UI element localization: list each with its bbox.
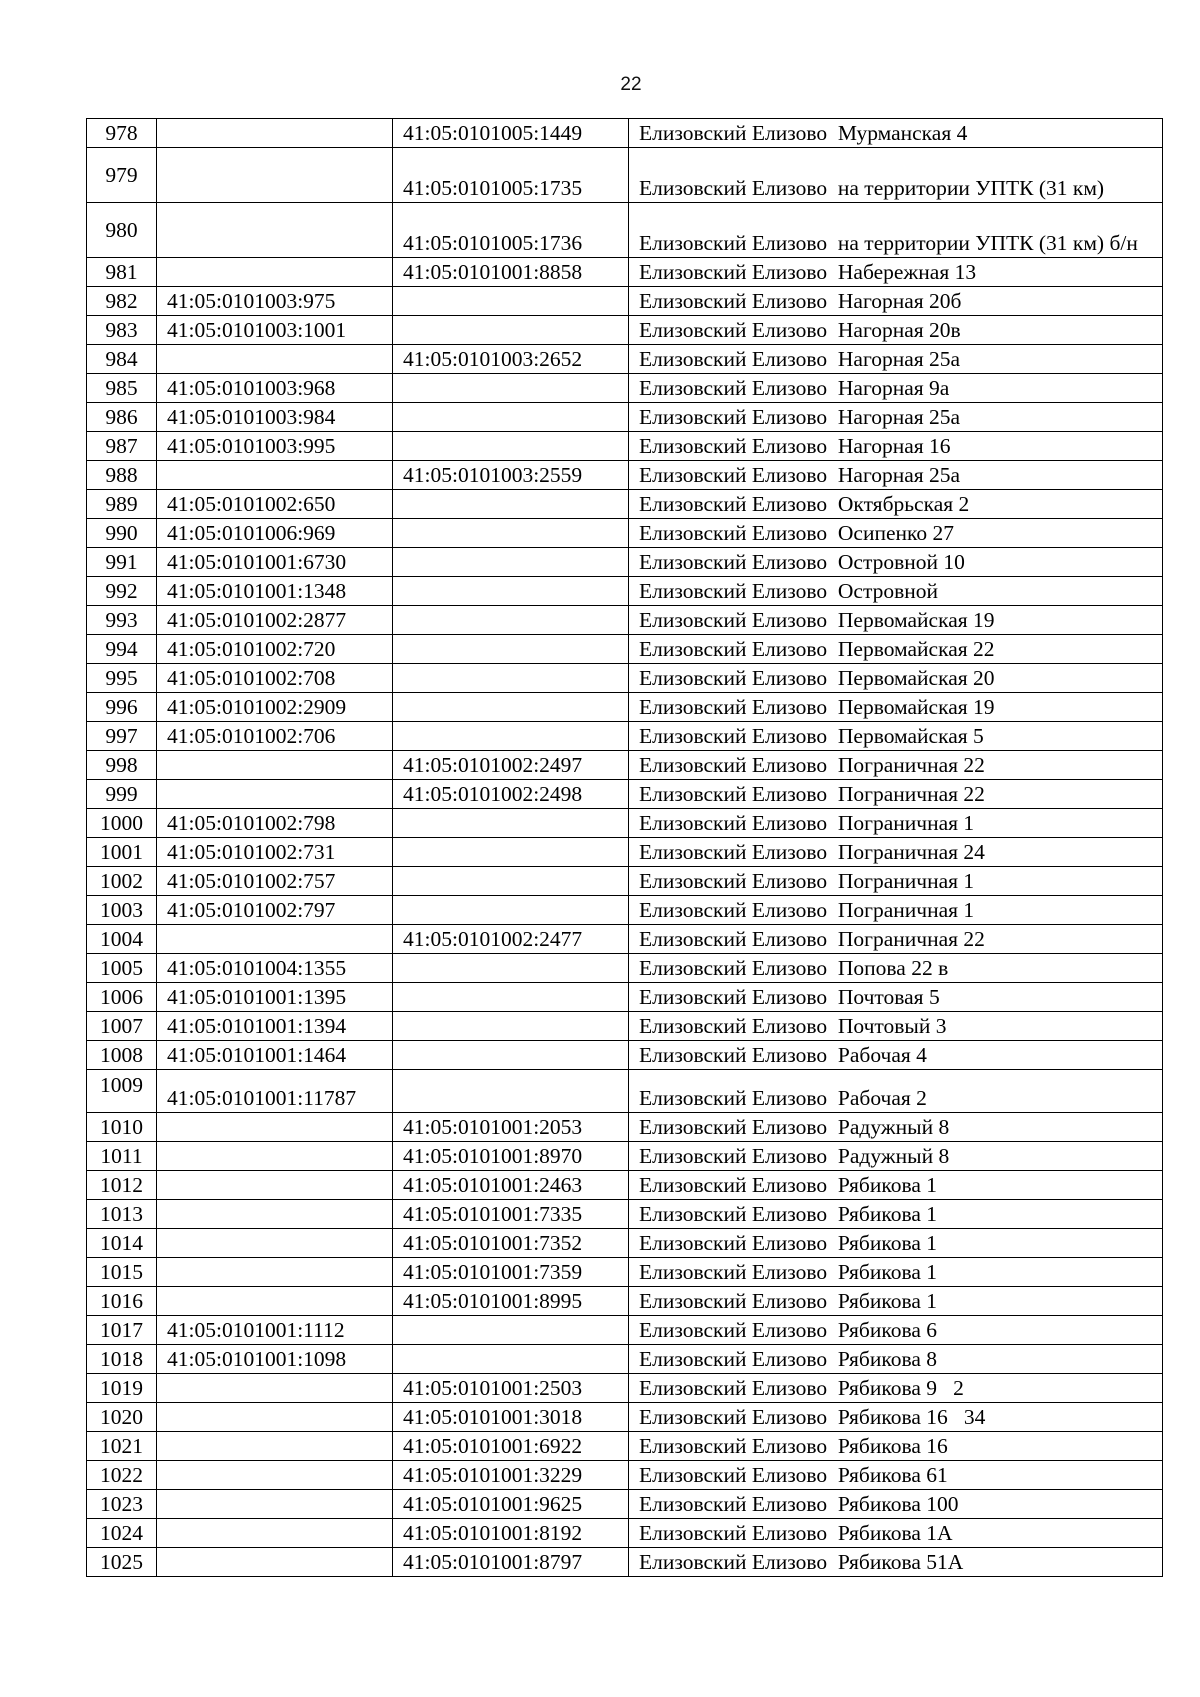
table-row: [87, 896, 1163, 925]
address-cell: Елизовский Елизово Пограничная 22: [629, 751, 1163, 780]
address-cell: Елизовский Елизово Пограничная 22: [629, 780, 1163, 809]
cadastral-number-1-cell: [157, 1403, 393, 1432]
cadastral-number-2-cell: [393, 838, 629, 867]
cadastral-number-1-cell: [157, 1287, 393, 1316]
row-number-cell: 1020: [87, 1403, 157, 1432]
row-number-cell: 1010: [87, 1113, 157, 1142]
row-number-cell: 988: [87, 461, 157, 490]
table-row: [87, 722, 1163, 751]
table-row: [87, 1461, 1163, 1490]
registry-table: [86, 118, 1163, 1577]
address-cell: Елизовский Елизово Рябикова 16 34: [629, 1403, 1163, 1432]
row-number-cell: 991: [87, 548, 157, 577]
row-number-cell: 1012: [87, 1171, 157, 1200]
table-row: [87, 838, 1163, 867]
table-row: [87, 1142, 1163, 1171]
cadastral-number-2-cell: 41:05:0101001:2503: [393, 1374, 629, 1403]
row-number-cell: 1004: [87, 925, 157, 954]
address-cell: Елизовский Елизово Рябикова 6: [629, 1316, 1163, 1345]
cadastral-number-1-cell: 41:05:0101002:797: [157, 896, 393, 925]
table-row: [87, 925, 1163, 954]
address-cell: Елизовский Елизово Пограничная 22: [629, 925, 1163, 954]
table-row: [87, 809, 1163, 838]
cadastral-number-2-cell: [393, 403, 629, 432]
cadastral-number-2-cell: [393, 577, 629, 606]
cadastral-number-1-cell: [157, 1490, 393, 1519]
table-row: [87, 1287, 1163, 1316]
table-row: [87, 1012, 1163, 1041]
cadastral-number-2-cell: 41:05:0101005:1449: [393, 119, 629, 148]
address-cell: Елизовский Елизово Нагорная 16: [629, 432, 1163, 461]
cadastral-number-2-cell: 41:05:0101001:8858: [393, 258, 629, 287]
cadastral-number-2-cell: [393, 287, 629, 316]
row-number-cell: 1015: [87, 1258, 157, 1287]
cadastral-number-1-cell: [157, 119, 393, 148]
table-row: [87, 345, 1163, 374]
address-cell: Елизовский Елизово Осипенко 27: [629, 519, 1163, 548]
cadastral-number-1-cell: [157, 925, 393, 954]
cadastral-number-2-cell: [393, 954, 629, 983]
address-cell: Елизовский Елизово Попова 22 в: [629, 954, 1163, 983]
address-cell: Елизовский Елизово Рябикова 1: [629, 1287, 1163, 1316]
table-row: [87, 867, 1163, 896]
cadastral-number-2-cell: [393, 809, 629, 838]
cadastral-number-2-cell: [393, 1345, 629, 1374]
table-row: [87, 577, 1163, 606]
cadastral-number-2-cell: [393, 635, 629, 664]
cadastral-number-1-cell: 41:05:0101002:650: [157, 490, 393, 519]
address-cell: Елизовский Елизово Нагорная 25а: [629, 403, 1163, 432]
row-number-cell: 995: [87, 664, 157, 693]
cadastral-number-1-cell: [157, 1113, 393, 1142]
cadastral-number-1-cell: 41:05:0101003:995: [157, 432, 393, 461]
cadastral-number-2-cell: [393, 1041, 629, 1070]
address-cell: Елизовский Елизово Нагорная 20в: [629, 316, 1163, 345]
cadastral-number-2-cell: 41:05:0101001:8192: [393, 1519, 629, 1548]
address-cell: Елизовский Елизово Пограничная 1: [629, 809, 1163, 838]
row-number-cell: 1007: [87, 1012, 157, 1041]
cadastral-number-2-cell: 41:05:0101005:1736: [393, 203, 629, 258]
cadastral-number-2-cell: 41:05:0101001:8797: [393, 1548, 629, 1577]
address-cell: Елизовский Елизово на территории УПТК (31 км) б/н: [629, 203, 1163, 258]
table-row: [87, 548, 1163, 577]
cadastral-number-1-cell: 41:05:0101003:975: [157, 287, 393, 316]
row-number-cell: 1016: [87, 1287, 157, 1316]
cadastral-number-1-cell: 41:05:0101003:968: [157, 374, 393, 403]
table-row: [87, 780, 1163, 809]
row-number-cell: 1021: [87, 1432, 157, 1461]
row-number-cell: 1013: [87, 1200, 157, 1229]
row-number-cell: 981: [87, 258, 157, 287]
row-number-cell: 979: [87, 148, 157, 203]
cadastral-number-2-cell: [393, 664, 629, 693]
address-cell: Елизовский Елизово Первомайская 20: [629, 664, 1163, 693]
cadastral-number-2-cell: 41:05:0101001:8995: [393, 1287, 629, 1316]
cadastral-number-1-cell: 41:05:0101001:11787: [157, 1070, 393, 1113]
address-cell: Елизовский Елизово Первомайская 19: [629, 693, 1163, 722]
table-row: [87, 490, 1163, 519]
row-number-cell: 1019: [87, 1374, 157, 1403]
cadastral-number-1-cell: 41:05:0101001:1464: [157, 1041, 393, 1070]
address-cell: Елизовский Елизово Островной: [629, 577, 1163, 606]
cadastral-number-2-cell: [393, 316, 629, 345]
address-cell: Елизовский Елизово Первомайская 19: [629, 606, 1163, 635]
cadastral-number-2-cell: [393, 606, 629, 635]
row-number-cell: 978: [87, 119, 157, 148]
cadastral-number-1-cell: [157, 258, 393, 287]
row-number-cell: 985: [87, 374, 157, 403]
table-row: [87, 693, 1163, 722]
cadastral-number-2-cell: 41:05:0101001:8970: [393, 1142, 629, 1171]
table-row: [87, 119, 1163, 148]
cadastral-number-1-cell: 41:05:0101004:1355: [157, 954, 393, 983]
address-cell: Елизовский Елизово Рябикова 100: [629, 1490, 1163, 1519]
cadastral-number-1-cell: 41:05:0101002:798: [157, 809, 393, 838]
table-row: [87, 1171, 1163, 1200]
address-cell: Елизовский Елизово Рабочая 4: [629, 1041, 1163, 1070]
table-row: [87, 203, 1163, 258]
address-cell: Елизовский Елизово Рябикова 1: [629, 1229, 1163, 1258]
cadastral-number-2-cell: 41:05:0101001:7335: [393, 1200, 629, 1229]
cadastral-number-1-cell: [157, 751, 393, 780]
row-number-cell: 1009: [87, 1070, 157, 1113]
row-number-cell: 1011: [87, 1142, 157, 1171]
address-cell: Елизовский Елизово Рябикова 61: [629, 1461, 1163, 1490]
cadastral-number-2-cell: [393, 693, 629, 722]
address-cell: Елизовский Елизово Почтовый 3: [629, 1012, 1163, 1041]
registry-table-body: [87, 119, 1163, 1577]
table-row: [87, 1229, 1163, 1258]
row-number-cell: 1023: [87, 1490, 157, 1519]
table-row: [87, 1374, 1163, 1403]
cadastral-number-2-cell: [393, 519, 629, 548]
cadastral-number-1-cell: [157, 203, 393, 258]
address-cell: Елизовский Елизово Нагорная 20б: [629, 287, 1163, 316]
row-number-cell: 1001: [87, 838, 157, 867]
cadastral-number-1-cell: [157, 1200, 393, 1229]
cadastral-number-2-cell: [393, 867, 629, 896]
cadastral-number-2-cell: 41:05:0101001:3229: [393, 1461, 629, 1490]
row-number-cell: 1025: [87, 1548, 157, 1577]
cadastral-number-1-cell: 41:05:0101003:984: [157, 403, 393, 432]
row-number-cell: 1005: [87, 954, 157, 983]
cadastral-number-1-cell: [157, 1142, 393, 1171]
cadastral-number-1-cell: 41:05:0101002:2909: [157, 693, 393, 722]
table-row: [87, 1403, 1163, 1432]
address-cell: Елизовский Елизово Почтовая 5: [629, 983, 1163, 1012]
address-cell: Елизовский Елизово Мурманская 4: [629, 119, 1163, 148]
table-row: [87, 316, 1163, 345]
cadastral-number-1-cell: 41:05:0101002:720: [157, 635, 393, 664]
table-row: [87, 1316, 1163, 1345]
table-row: [87, 983, 1163, 1012]
cadastral-number-1-cell: [157, 345, 393, 374]
cadastral-number-1-cell: [157, 1374, 393, 1403]
cadastral-number-2-cell: 41:05:0101001:9625: [393, 1490, 629, 1519]
table-row: [87, 287, 1163, 316]
cadastral-number-1-cell: 41:05:0101001:1098: [157, 1345, 393, 1374]
address-cell: Елизовский Елизово Рабочая 2: [629, 1070, 1163, 1113]
row-number-cell: 1024: [87, 1519, 157, 1548]
row-number-cell: 982: [87, 287, 157, 316]
cadastral-number-1-cell: [157, 148, 393, 203]
cadastral-number-1-cell: 41:05:0101006:969: [157, 519, 393, 548]
cadastral-number-2-cell: 41:05:0101001:2463: [393, 1171, 629, 1200]
row-number-cell: 1003: [87, 896, 157, 925]
row-number-cell: 997: [87, 722, 157, 751]
row-number-cell: 1018: [87, 1345, 157, 1374]
table-row: [87, 1490, 1163, 1519]
address-cell: Елизовский Елизово Рябикова 1: [629, 1258, 1163, 1287]
row-number-cell: 996: [87, 693, 157, 722]
row-number-cell: 980: [87, 203, 157, 258]
table-row: [87, 1113, 1163, 1142]
cadastral-number-2-cell: [393, 1316, 629, 1345]
address-cell: Елизовский Елизово Рябикова 16: [629, 1432, 1163, 1461]
cadastral-number-2-cell: 41:05:0101001:6922: [393, 1432, 629, 1461]
row-number-cell: 993: [87, 606, 157, 635]
cadastral-number-1-cell: [157, 780, 393, 809]
address-cell: Елизовский Елизово на территории УПТК (31 км): [629, 148, 1163, 203]
cadastral-number-2-cell: [393, 432, 629, 461]
row-number-cell: 998: [87, 751, 157, 780]
cadastral-number-2-cell: 41:05:0101001:7359: [393, 1258, 629, 1287]
cadastral-number-2-cell: 41:05:0101003:2652: [393, 345, 629, 374]
row-number-cell: 994: [87, 635, 157, 664]
table-row: [87, 403, 1163, 432]
cadastral-number-1-cell: [157, 1229, 393, 1258]
address-cell: Елизовский Елизово Нагорная 25а: [629, 461, 1163, 490]
cadastral-number-2-cell: [393, 983, 629, 1012]
table-row: [87, 1258, 1163, 1287]
address-cell: Елизовский Елизово Нагорная 25а: [629, 345, 1163, 374]
table-row: [87, 1432, 1163, 1461]
cadastral-number-1-cell: [157, 1548, 393, 1577]
row-number-cell: 999: [87, 780, 157, 809]
address-cell: Елизовский Елизово Первомайская 5: [629, 722, 1163, 751]
address-cell: Елизовский Елизово Радужный 8: [629, 1142, 1163, 1171]
cadastral-number-1-cell: [157, 1461, 393, 1490]
cadastral-number-1-cell: [157, 1432, 393, 1461]
cadastral-number-2-cell: 41:05:0101005:1735: [393, 148, 629, 203]
cadastral-number-1-cell: 41:05:0101002:708: [157, 664, 393, 693]
table-row: [87, 461, 1163, 490]
table-row: [87, 148, 1163, 203]
cadastral-number-2-cell: [393, 896, 629, 925]
table-row: [87, 954, 1163, 983]
page-number: 22: [620, 74, 642, 95]
cadastral-number-1-cell: 41:05:0101002:757: [157, 867, 393, 896]
row-number-cell: 989: [87, 490, 157, 519]
table-row: [87, 432, 1163, 461]
table-row: [87, 664, 1163, 693]
address-cell: Елизовский Елизово Нагорная 9а: [629, 374, 1163, 403]
cadastral-number-2-cell: [393, 722, 629, 751]
cadastral-number-2-cell: [393, 1012, 629, 1041]
cadastral-number-1-cell: [157, 1519, 393, 1548]
address-cell: Елизовский Елизово Рябикова 1: [629, 1171, 1163, 1200]
cadastral-number-2-cell: [393, 548, 629, 577]
table-row: [87, 1519, 1163, 1548]
address-cell: Елизовский Елизово Рябикова 51А: [629, 1548, 1163, 1577]
cadastral-number-2-cell: 41:05:0101003:2559: [393, 461, 629, 490]
row-number-cell: 1017: [87, 1316, 157, 1345]
table-row: [87, 1345, 1163, 1374]
cadastral-number-2-cell: 41:05:0101002:2477: [393, 925, 629, 954]
table-row: [87, 258, 1163, 287]
cadastral-number-1-cell: [157, 461, 393, 490]
row-number-cell: 987: [87, 432, 157, 461]
address-cell: Елизовский Елизово Рябикова 1: [629, 1200, 1163, 1229]
address-cell: Елизовский Елизово Первомайская 22: [629, 635, 1163, 664]
table-row: [87, 519, 1163, 548]
cadastral-number-2-cell: [393, 490, 629, 519]
cadastral-number-2-cell: [393, 1070, 629, 1113]
cadastral-number-2-cell: 41:05:0101002:2497: [393, 751, 629, 780]
row-number-cell: 983: [87, 316, 157, 345]
cadastral-number-1-cell: 41:05:0101001:1348: [157, 577, 393, 606]
cadastral-number-1-cell: 41:05:0101001:1395: [157, 983, 393, 1012]
row-number-cell: 1022: [87, 1461, 157, 1490]
table-row: [87, 1200, 1163, 1229]
row-number-cell: 984: [87, 345, 157, 374]
address-cell: Елизовский Елизово Радужный 8: [629, 1113, 1163, 1142]
cadastral-number-1-cell: [157, 1258, 393, 1287]
cadastral-number-1-cell: 41:05:0101003:1001: [157, 316, 393, 345]
table-row: [87, 751, 1163, 780]
table-row: [87, 606, 1163, 635]
cadastral-number-1-cell: 41:05:0101002:706: [157, 722, 393, 751]
address-cell: Елизовский Елизово Пограничная 1: [629, 896, 1163, 925]
cadastral-number-2-cell: 41:05:0101002:2498: [393, 780, 629, 809]
cadastral-number-2-cell: 41:05:0101001:7352: [393, 1229, 629, 1258]
row-number-cell: 1006: [87, 983, 157, 1012]
address-cell: Елизовский Елизово Пограничная 24: [629, 838, 1163, 867]
cadastral-number-1-cell: 41:05:0101002:731: [157, 838, 393, 867]
row-number-cell: 1000: [87, 809, 157, 838]
address-cell: Елизовский Елизово Рябикова 1А: [629, 1519, 1163, 1548]
cadastral-number-1-cell: 41:05:0101002:2877: [157, 606, 393, 635]
row-number-cell: 1014: [87, 1229, 157, 1258]
cadastral-number-2-cell: [393, 374, 629, 403]
table-row: [87, 1548, 1163, 1577]
row-number-cell: 986: [87, 403, 157, 432]
row-number-cell: 1008: [87, 1041, 157, 1070]
cadastral-number-1-cell: [157, 1171, 393, 1200]
address-cell: Елизовский Елизово Октябрьская 2: [629, 490, 1163, 519]
table-row: [87, 635, 1163, 664]
cadastral-number-1-cell: 41:05:0101001:6730: [157, 548, 393, 577]
cadastral-number-2-cell: 41:05:0101001:2053: [393, 1113, 629, 1142]
cadastral-number-2-cell: 41:05:0101001:3018: [393, 1403, 629, 1432]
table-row: [87, 1070, 1163, 1113]
table-row: [87, 1041, 1163, 1070]
cadastral-number-1-cell: 41:05:0101001:1112: [157, 1316, 393, 1345]
table-row: [87, 374, 1163, 403]
row-number-cell: 990: [87, 519, 157, 548]
address-cell: Елизовский Елизово Рябикова 8: [629, 1345, 1163, 1374]
address-cell: Елизовский Елизово Островной 10: [629, 548, 1163, 577]
cadastral-number-1-cell: 41:05:0101001:1394: [157, 1012, 393, 1041]
address-cell: Елизовский Елизово Рябикова 9 2: [629, 1374, 1163, 1403]
address-cell: Елизовский Елизово Пограничная 1: [629, 867, 1163, 896]
address-cell: Елизовский Елизово Набережная 13: [629, 258, 1163, 287]
row-number-cell: 992: [87, 577, 157, 606]
row-number-cell: 1002: [87, 867, 157, 896]
